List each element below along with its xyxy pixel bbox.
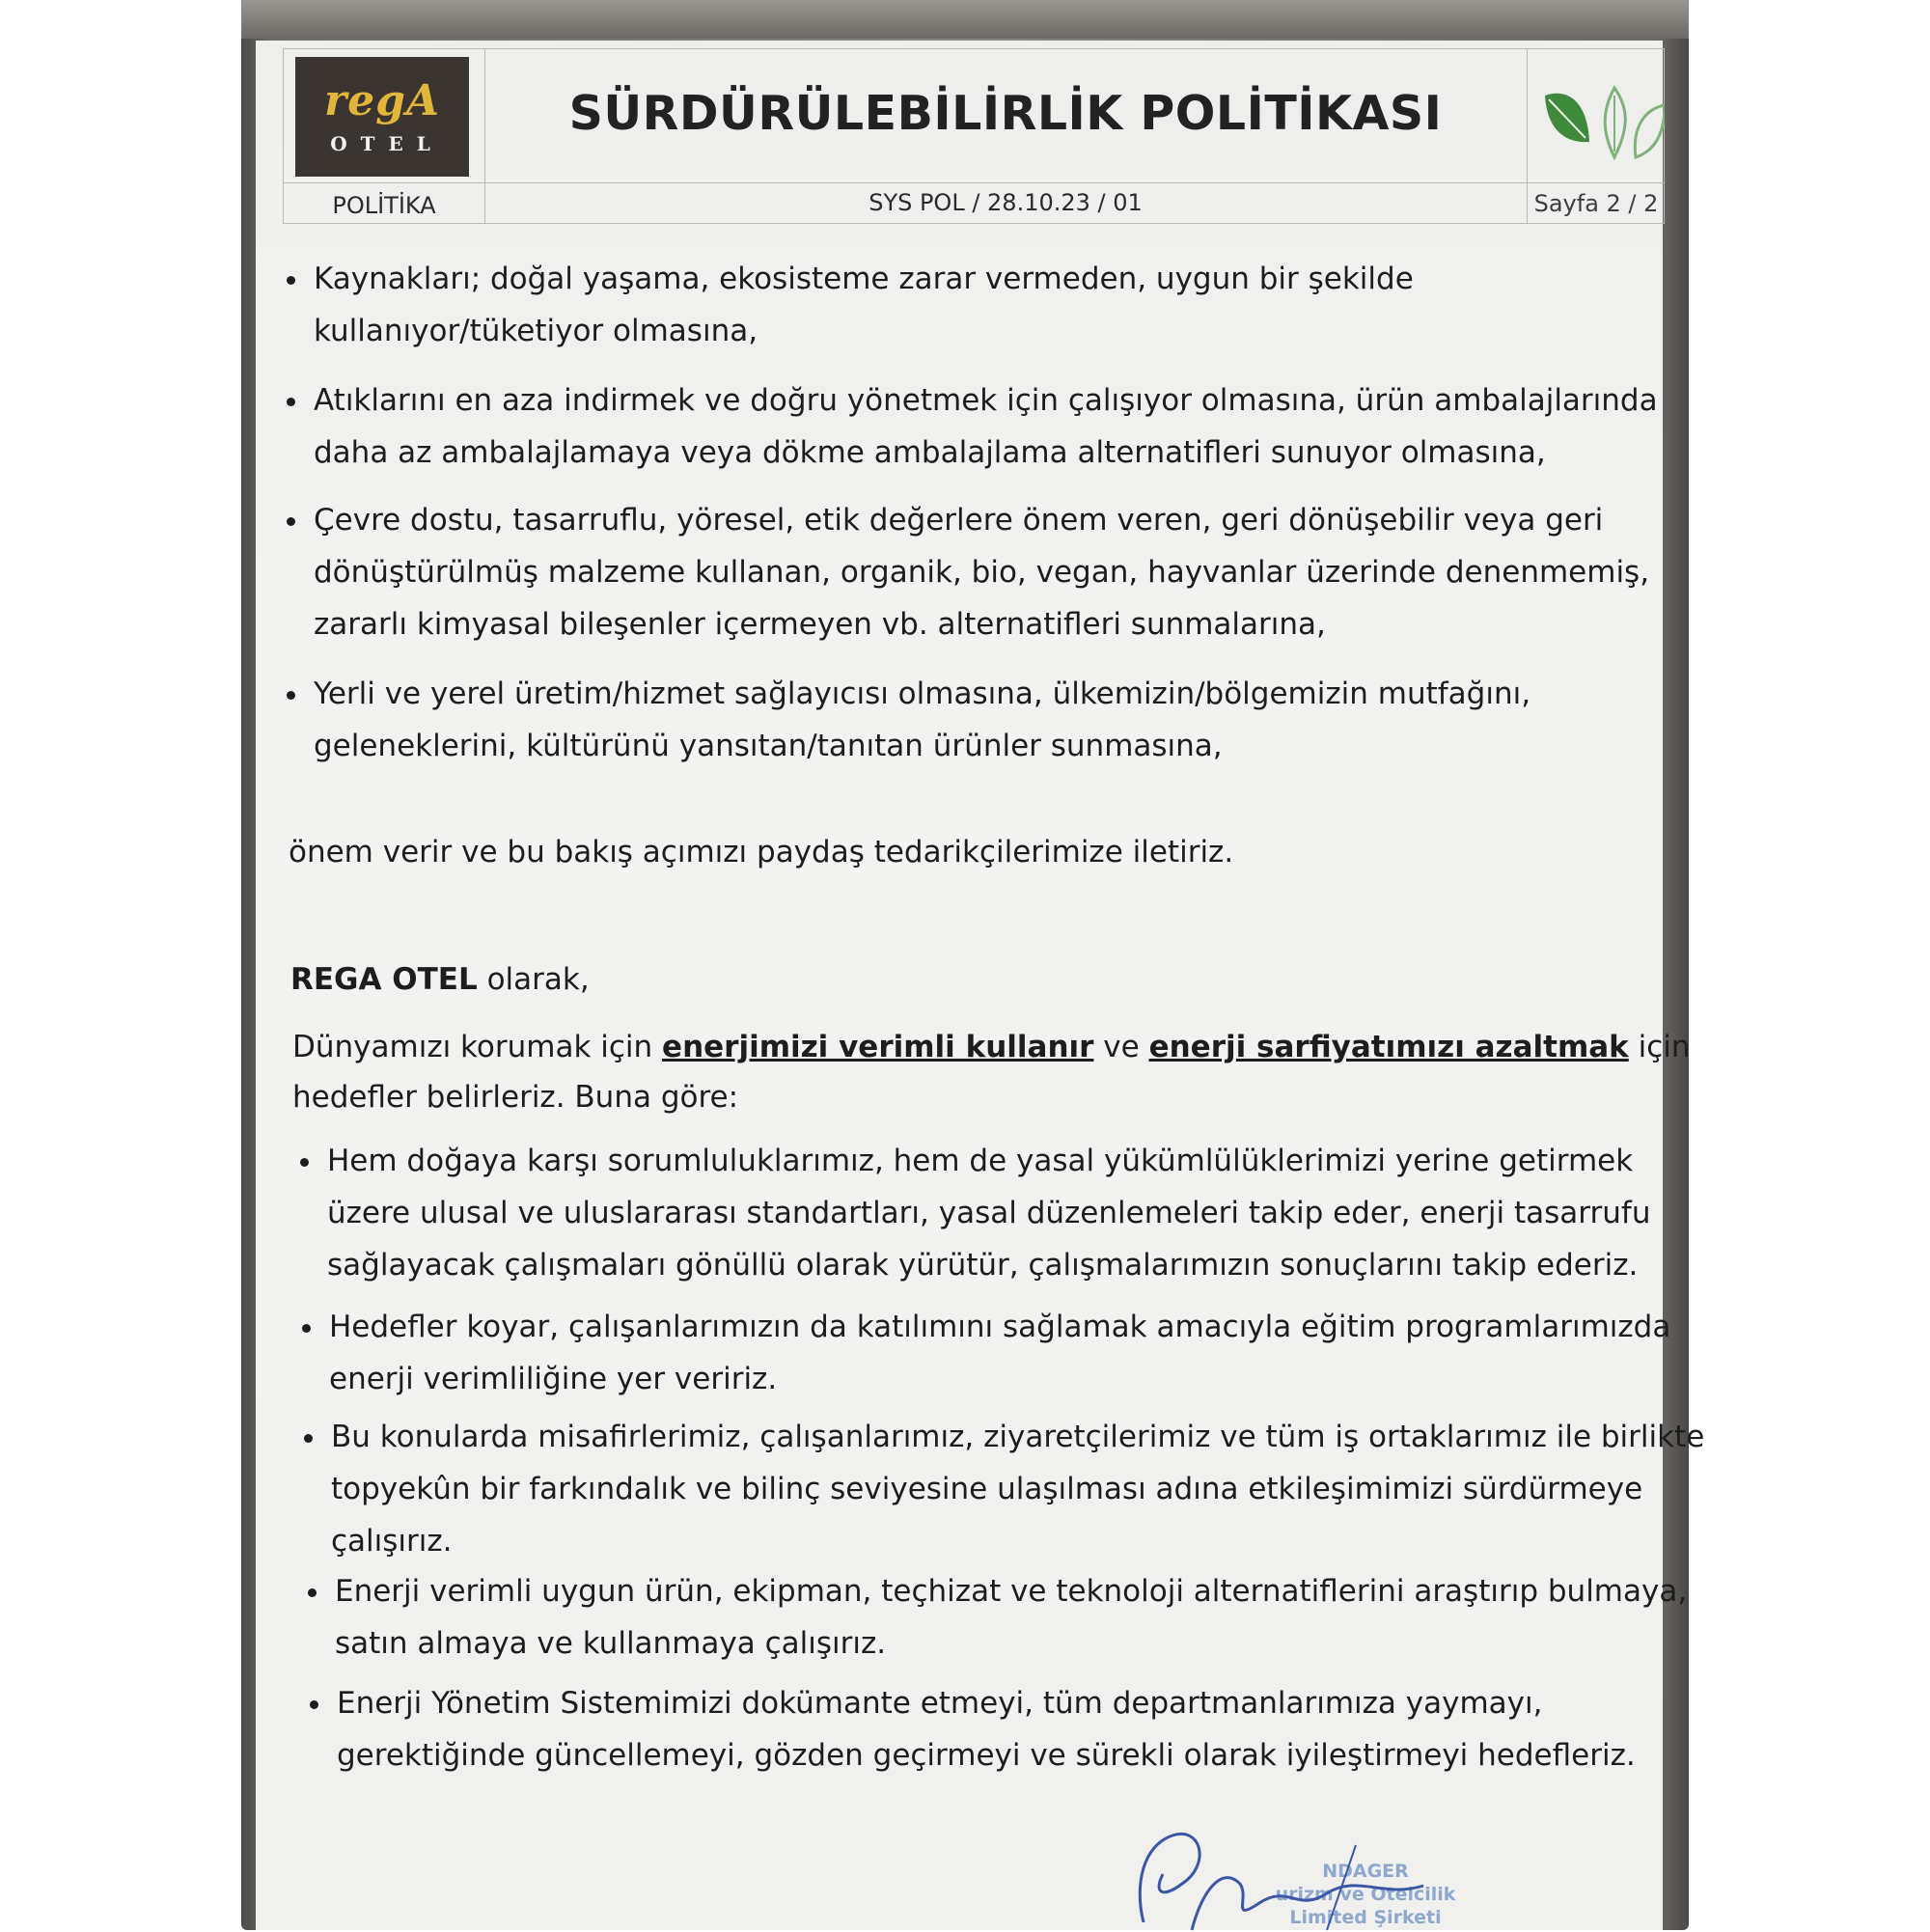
signature-mark — [1105, 1826, 1472, 1932]
list-item-line: topyekûn bir farkındalık ve bilinç seviyesine ulaşılması adına etkileşimimizi sürdürmeye — [331, 1472, 1643, 1506]
leaf-icon-cell — [1527, 49, 1665, 183]
policy-page — [256, 41, 1705, 1930]
list-item-line: Atıklarını en aza indirmek ve doğru yönetmek için çalışıyor olmasına, ürün ambalajlarında — [314, 383, 1658, 418]
list-item-line: gerektiğinde güncellemeyi, gözden geçirmeyi ve sürekli olarak iyileştirmeyi hedefleriz. — [337, 1738, 1636, 1773]
bullet — [308, 1588, 317, 1597]
bullet — [287, 398, 295, 406]
intro-line-1 — [292, 1021, 1691, 1073]
bullet — [304, 1434, 313, 1443]
intro-highlight-1: enerjimizi verimli kullanır — [662, 1030, 1094, 1064]
title-cell — [484, 49, 1527, 183]
list-item-line: satın almaya ve kullanmaya çalışırız. — [335, 1626, 887, 1661]
document-header — [283, 48, 1665, 224]
list-item-line: geleneklerini, kültürünü yansıtan/tanıtan ürünler sunmasına, — [314, 729, 1223, 763]
intro-highlight-2: enerji sarfiyatımızı azaltmak — [1148, 1030, 1629, 1064]
hotel-logo — [295, 57, 469, 177]
page-number: Sayfa 2 / 2 — [1527, 182, 1665, 223]
logo-wordmark: regA — [323, 76, 441, 125]
list-item-line: Bu konularda misafirlerimiz, çalışanlarımız, ziyaretçilerimiz ve tüm iş ortaklarımız ile birlikte — [331, 1420, 1705, 1454]
list-item-line: Enerji verimli uygun ürün, ekipman, teçhizat ve teknoloji alternatiflerini araştırıp bulmaya, — [335, 1574, 1688, 1609]
list-item-line: çalışırız. — [331, 1524, 453, 1559]
bullet — [287, 517, 295, 526]
company-line — [290, 953, 590, 1006]
list-item-line: Çevre dostu, tasarruflu, yöresel, etik değerlere önem veren, geri dönüşebilir veya geri — [314, 503, 1604, 538]
intro-line-2: hedefler belirleriz. Buna göre: — [292, 1080, 739, 1115]
bullet — [310, 1700, 318, 1709]
list-item-line: kullanıyor/tüketiyor olmasına, — [314, 314, 758, 348]
list-item-line: enerji verimliliğine yer veririz. — [329, 1362, 778, 1396]
list-item-line: Yerli ve yerel üretim/hizmet sağlayıcısı olmasına, ülkemizin/bölgemizin mutfağını, — [314, 676, 1531, 711]
bullet — [302, 1324, 311, 1333]
intro-text: Dünyamızı korumak için — [292, 1030, 663, 1064]
list-item-line: Hem doğaya karşı sorumluluklarımız, hem de yasal yükümlülüklerimizi yerine getirmek — [327, 1144, 1634, 1178]
list-item-line: daha az ambalajlamaya veya dökme ambalajlama alternatifleri sunuyor olmasına, — [314, 435, 1546, 470]
list-item-line: Hedefler koyar, çalışanlarımızın da katılımını sağlamak amacıyla eğitim programlarımızda — [329, 1310, 1671, 1344]
list-item-line: dönüştürülmüş malzeme kullanan, organik, bio, vegan, hayvanlar üzerinde denenmemiş, — [314, 555, 1650, 590]
stamp-line: NDAGER — [1322, 1861, 1409, 1882]
list-item-line: zararlı kimyasal bileşenler içermeyen vb. alternatifleri sunmalarına, — [314, 607, 1326, 642]
bullet — [300, 1158, 309, 1167]
frame-top-edge — [241, 0, 1689, 39]
company-suffix: olarak, — [477, 962, 590, 997]
bullet — [287, 691, 295, 700]
logo-cell — [284, 49, 485, 183]
list-item-line: Kaynakları; doğal yaşama, ekosisteme zarar vermeden, uygun bir şekilde — [314, 262, 1414, 296]
intro-text: ve — [1093, 1030, 1149, 1064]
logo-subtitle: OTEL — [330, 132, 444, 155]
bullet — [287, 276, 295, 285]
list-item-line: üzere ulusal ve uluslararası standartları, yasal düzenlemeleri takip eder, enerji tasarrufu — [327, 1196, 1651, 1230]
list-item-line: Enerji Yönetim Sistemimizi dokümante etmeyi, tüm departmanlarımıza yaymayı, — [337, 1686, 1543, 1721]
company-name: REGA OTEL — [290, 962, 478, 997]
stamp-line: urizm ve Otelcilik — [1275, 1884, 1456, 1905]
leaves-icon — [1528, 49, 1665, 182]
doc-code: SYS POL / 28.10.23 / 01 — [868, 189, 1143, 216]
stamp-line: Limited Şirketi — [1289, 1907, 1442, 1928]
list-item-line: sağlayacak çalışmaları gönüllü olarak yürütür, çalışmalarımızın sonuçlarını takip ederiz. — [327, 1248, 1639, 1283]
page-title: SÜRDÜRÜLEBİLİRLİK POLİTİKASI — [568, 86, 1443, 141]
closing-sentence: önem verir ve bu bakış açımızı paydaş tedarikçilerimize iletiriz. — [289, 835, 1234, 869]
doc-type-label: POLİTİKA — [284, 182, 485, 223]
intro-text: için — [1628, 1030, 1691, 1064]
